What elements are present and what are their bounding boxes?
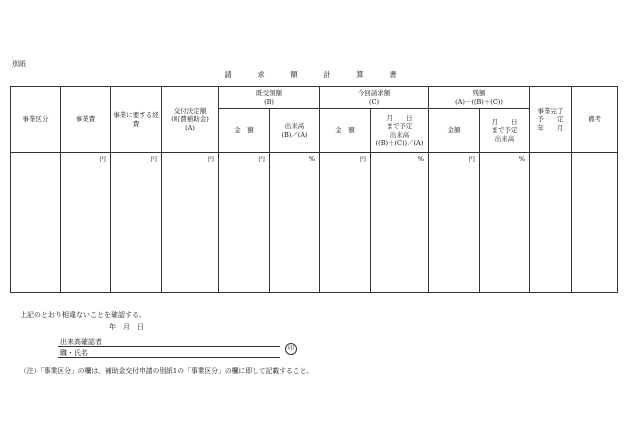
cell-remaining-progress-unit: %	[480, 153, 530, 293]
cell-category	[11, 153, 61, 293]
table-row	[11, 153, 618, 293]
cell-received-amount-unit: 円	[219, 153, 270, 293]
header-project-cost: 事業費	[61, 87, 111, 153]
name-signature-line	[58, 357, 280, 358]
cell-remaining-amount-unit: 円	[429, 153, 480, 293]
header-completion-line3: 年 月	[537, 123, 564, 132]
cell-completion	[530, 153, 572, 293]
header-grant-decision-line2: (町費補助金)	[171, 115, 209, 124]
header-category: 事業区分	[11, 87, 61, 153]
header-remaining	[429, 87, 530, 109]
header-current-progress-line1: 月 日	[386, 113, 413, 122]
header-current	[320, 87, 429, 109]
header-received-progress	[270, 109, 320, 153]
header-completion-line1: 事業完了	[537, 106, 564, 115]
header-remaining-progress-line3: 出来高	[494, 134, 515, 143]
header-required-cost-text: 事業に要する経費	[113, 111, 159, 128]
seal-mark: 印	[285, 343, 297, 355]
header-current-progress-line4: ((B)＋(C))／(A)	[375, 138, 424, 147]
header-current-progress-line3: 出来高	[389, 130, 410, 139]
header-received-progress-line2: (B)／(A)	[281, 130, 308, 139]
date-line: 年 月 日	[109, 323, 144, 331]
header-received-line1: 既受領額	[256, 89, 282, 98]
header-remaining-progress-line1: 月 日	[491, 117, 518, 126]
header-remaining-line2: (A)－((B)＋(C))	[455, 97, 503, 106]
cell-project-cost-unit: 円	[61, 153, 111, 293]
confirmer-label: 出来高確認者	[60, 338, 102, 346]
header-current-progress-line2: まで予定	[386, 122, 413, 131]
header-remaining-amount: 金額	[429, 109, 480, 153]
document-title: 請 求 額 計 算 書	[224, 70, 406, 79]
header-required-cost	[111, 87, 162, 153]
header-received-line2: (B)	[264, 97, 274, 106]
cell-grant-decision-unit: 円	[162, 153, 219, 293]
header-grant-decision	[162, 87, 219, 153]
header-remarks: 備考	[572, 87, 618, 153]
header-completion-line2: 予 定	[537, 115, 564, 124]
cell-current-amount-unit: 円	[320, 153, 371, 293]
cell-current-progress-unit: %	[371, 153, 429, 293]
attachment-label: 別紙	[12, 60, 26, 68]
header-current-line2: (C)	[368, 97, 380, 106]
header-received	[219, 87, 320, 109]
header-received-amount: 金 額	[219, 109, 270, 153]
header-current-line1: 今回請求額	[357, 89, 391, 98]
header-remaining-line1: 残額	[472, 89, 486, 98]
footnote: （注）「事業区分」の欄は、補助金交付申請の別紙1の「事業区分」の欄に即して記載すること。	[20, 367, 314, 375]
header-current-progress	[371, 109, 429, 153]
header-current-amount: 金 額	[320, 109, 371, 153]
header-grant-decision-line3: (A)	[185, 123, 195, 132]
confirmation-statement: 上記のとおり相違ないことを確認する。	[20, 311, 146, 319]
header-completion	[530, 87, 572, 153]
billing-calculation-table	[10, 86, 618, 293]
cell-required-cost-unit: 円	[111, 153, 162, 293]
cell-remarks	[572, 153, 618, 293]
header-remaining-progress-line2: まで予定	[491, 126, 518, 135]
header-received-progress-line1: 出来高	[284, 122, 305, 131]
confirmer-signature-line	[58, 346, 280, 347]
header-grant-decision-line1: 交付決定額	[173, 106, 207, 115]
cell-received-progress-unit: %	[270, 153, 320, 293]
header-remaining-progress	[480, 109, 530, 153]
title-name-label: 職・氏名	[60, 349, 88, 357]
